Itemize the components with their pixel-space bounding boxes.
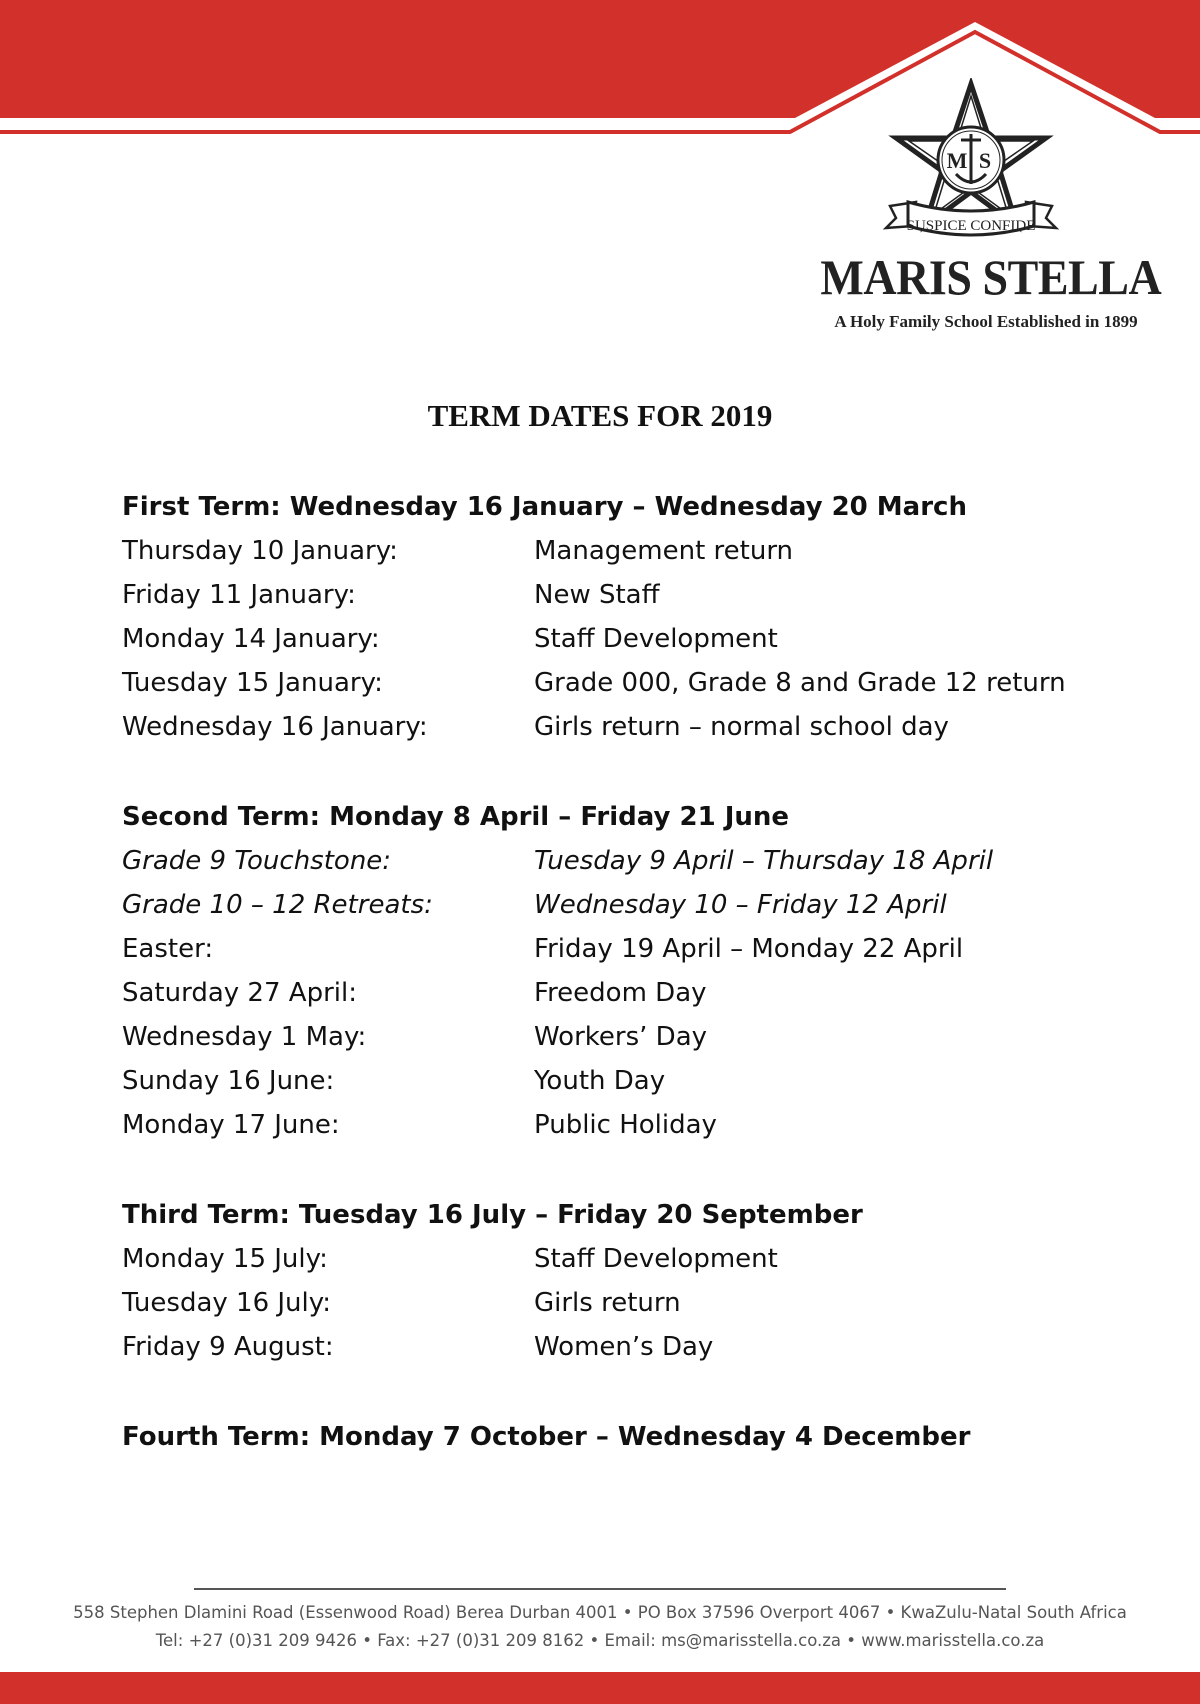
row-event: Youth Day	[534, 1066, 666, 1096]
term-row	[122, 1059, 1122, 1103]
term-row	[122, 617, 1122, 661]
row-event: Management return	[534, 536, 794, 566]
footer-divider	[194, 1588, 1006, 1590]
row-event: Tuesday 9 April – Thursday 18 April	[534, 846, 994, 876]
term-heading: Fourth Term: Monday 7 October – Wednesday 4 December	[122, 1422, 971, 1452]
term-section-fourth	[122, 1415, 1122, 1459]
row-date: Easter:	[122, 934, 214, 964]
term-row	[122, 705, 1122, 749]
row-event: Wednesday 10 – Friday 12 April	[534, 890, 947, 920]
row-date: Tuesday 16 July:	[122, 1288, 332, 1318]
row-date: Wednesday 1 May:	[122, 1022, 367, 1052]
row-date: Monday 15 July:	[122, 1244, 328, 1274]
footer-band	[0, 1672, 1200, 1704]
term-heading: Third Term: Tuesday 16 July – Friday 20 September	[122, 1200, 863, 1230]
svg-text:SUSPICE CONFIDE: SUSPICE CONFIDE	[906, 218, 1036, 234]
term-row	[122, 927, 1122, 971]
term-row	[122, 529, 1122, 573]
row-event: Staff Development	[534, 1244, 778, 1274]
term-row	[122, 971, 1122, 1015]
term-row	[122, 661, 1122, 705]
term-row	[122, 1237, 1122, 1281]
row-date: Monday 14 January:	[122, 624, 380, 654]
row-event: Staff Development	[534, 624, 778, 654]
term-row	[122, 1325, 1122, 1369]
svg-text:M: M	[946, 148, 968, 173]
row-date: Friday 11 January:	[122, 580, 356, 610]
document-title: TERM DATES FOR 2019	[427, 398, 773, 433]
school-crest-icon	[878, 78, 1064, 253]
row-event: Freedom Day	[534, 978, 707, 1008]
footer-contact: Tel: +27 (0)31 209 9426 • Fax: +27 (0)31 209 8162 • Email: ms@marisstella.co.za • www.marisstella.co.za	[155, 1631, 1045, 1650]
term-row	[122, 839, 1122, 883]
term-section-second	[122, 795, 1122, 1147]
term-row	[122, 573, 1122, 617]
row-date: Monday 17 June:	[122, 1110, 340, 1140]
row-date: Saturday 27 April:	[122, 978, 357, 1008]
row-date: Tuesday 15 January:	[122, 668, 383, 698]
term-heading: Second Term: Monday 8 April – Friday 21 June	[122, 802, 790, 832]
term-section-third	[122, 1193, 1122, 1369]
row-date: Sunday 16 June:	[122, 1066, 335, 1096]
row-date: Grade 10 – 12 Retreats:	[122, 890, 433, 920]
row-event: Workers’ Day	[534, 1022, 708, 1052]
term-row	[122, 883, 1122, 927]
footer-address: 558 Stephen Dlamini Road (Essenwood Road) Berea Durban 4001 • PO Box 37596 Overport 4067 • KwaZulu-Natal South Africa	[73, 1603, 1127, 1622]
school-name: MARIS STELLA	[820, 249, 1162, 305]
term-heading: First Term: Wednesday 16 January – Wednesday 20 March	[122, 492, 967, 522]
svg-text:S: S	[978, 148, 992, 173]
row-event: Public Holiday	[534, 1110, 717, 1140]
row-event: Girls return	[534, 1288, 681, 1318]
term-section-first	[122, 485, 1122, 749]
row-event: Women’s Day	[534, 1332, 714, 1362]
school-tagline: A Holy Family School Established in 1899	[834, 312, 1138, 331]
term-row	[122, 1103, 1122, 1147]
row-event: Girls return – normal school day	[534, 712, 949, 742]
row-date: Grade 9 Touchstone:	[122, 846, 392, 876]
row-event: Friday 19 April – Monday 22 April	[534, 934, 964, 964]
row-event: Grade 000, Grade 8 and Grade 12 return	[534, 668, 1066, 698]
row-date: Thursday 10 January:	[122, 536, 398, 566]
row-date: Friday 9 August:	[122, 1332, 334, 1362]
term-row	[122, 1281, 1122, 1325]
row-date: Wednesday 16 January:	[122, 712, 428, 742]
term-row	[122, 1015, 1122, 1059]
row-event: New Staff	[534, 580, 660, 610]
